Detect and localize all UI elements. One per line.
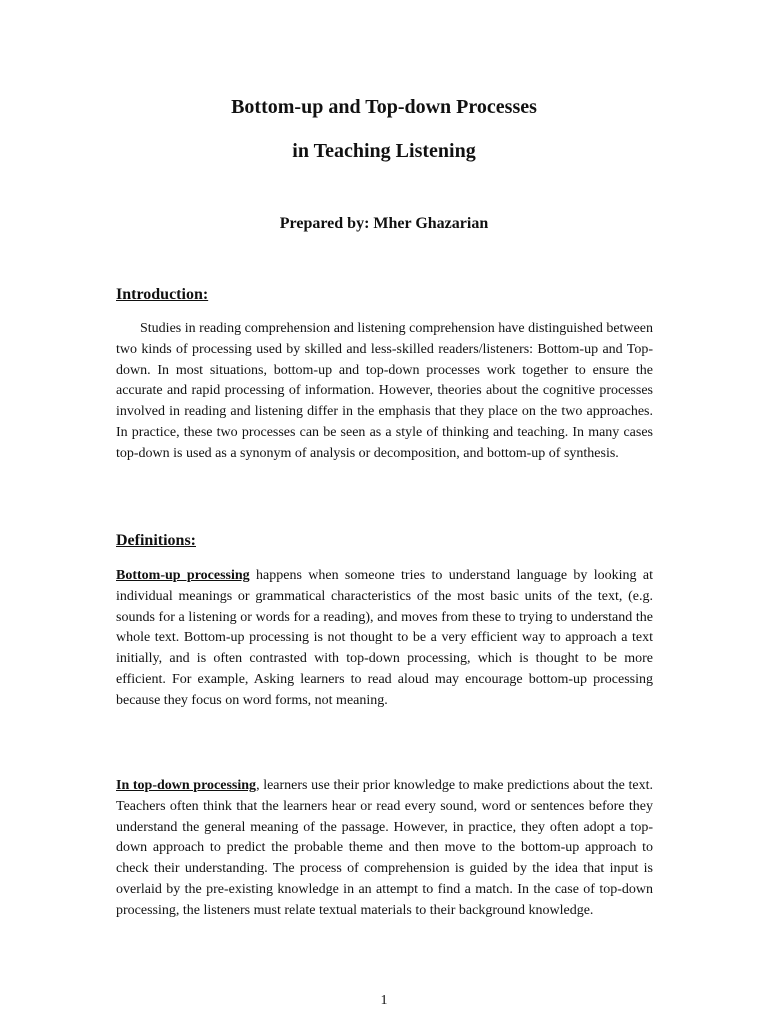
bottom-up-definition-paragraph [116,566,653,712]
bottom-up-definition-text: happens when someone tries to understand language by looking at individual meanings or grammatical characteristics of the most basic units of the text, (e.g. sounds for a listening or words for a reading), and moves from these to trying to understand the whole text. Bottom-up processing is not thought to be a very efficient way to approach a text initially, and is often contrasted with top-down processing, which is thought to be more efficient. For example, Asking learners to read aloud may encourage bottom-up processing because they focus on word forms, not meaning. [116,568,653,708]
document-title-line-2: in Teaching Listening [292,140,476,162]
document-title-line-1: Bottom-up and Top-down Processes [231,96,537,118]
introduction-heading: Introduction: [116,286,209,303]
bottom-up-term: Bottom-up processing [116,568,250,583]
introduction-paragraph: Studies in reading comprehension and listening comprehension have distinguished between two kinds of processing used by skilled and less-skilled readers/listeners: Bottom-up and Top-down. In most situations, bottom-up and top-down processes work together to ensure the accurate and rapid processing of information. However, theories about the cognitive processes involved in reading and listening differ in the emphasis that they place on the two approaches. In practice, these two processes can be seen as a style of thinking and teaching. In many cases top-down is used as a synonym of analysis or decomposition, and bottom-up of synthesis. [116,321,653,461]
page-number: 1 [380,993,388,1008]
definitions-heading: Definitions: [116,532,196,549]
top-down-definition-text: , learners use their prior knowledge to make predictions about the text. Teachers often think that the learners hear or read every sound, word or sentences before they understand the general meaning of the passage. However, in practice, they often adopt a top-down approach to predict the probable theme and then move to the bottom-up approach to check their understanding. The process of comprehension is guided by the idea that input is overlaid by the pre-existing knowledge in an attempt to find a match. In the case of top-down processing, the listeners must relate textual materials to their background knowledge. [116,778,653,918]
top-down-definition-paragraph [116,776,653,922]
top-down-term: In top-down processing [116,778,257,793]
author-byline: Prepared by: Mher Ghazarian [279,215,489,232]
